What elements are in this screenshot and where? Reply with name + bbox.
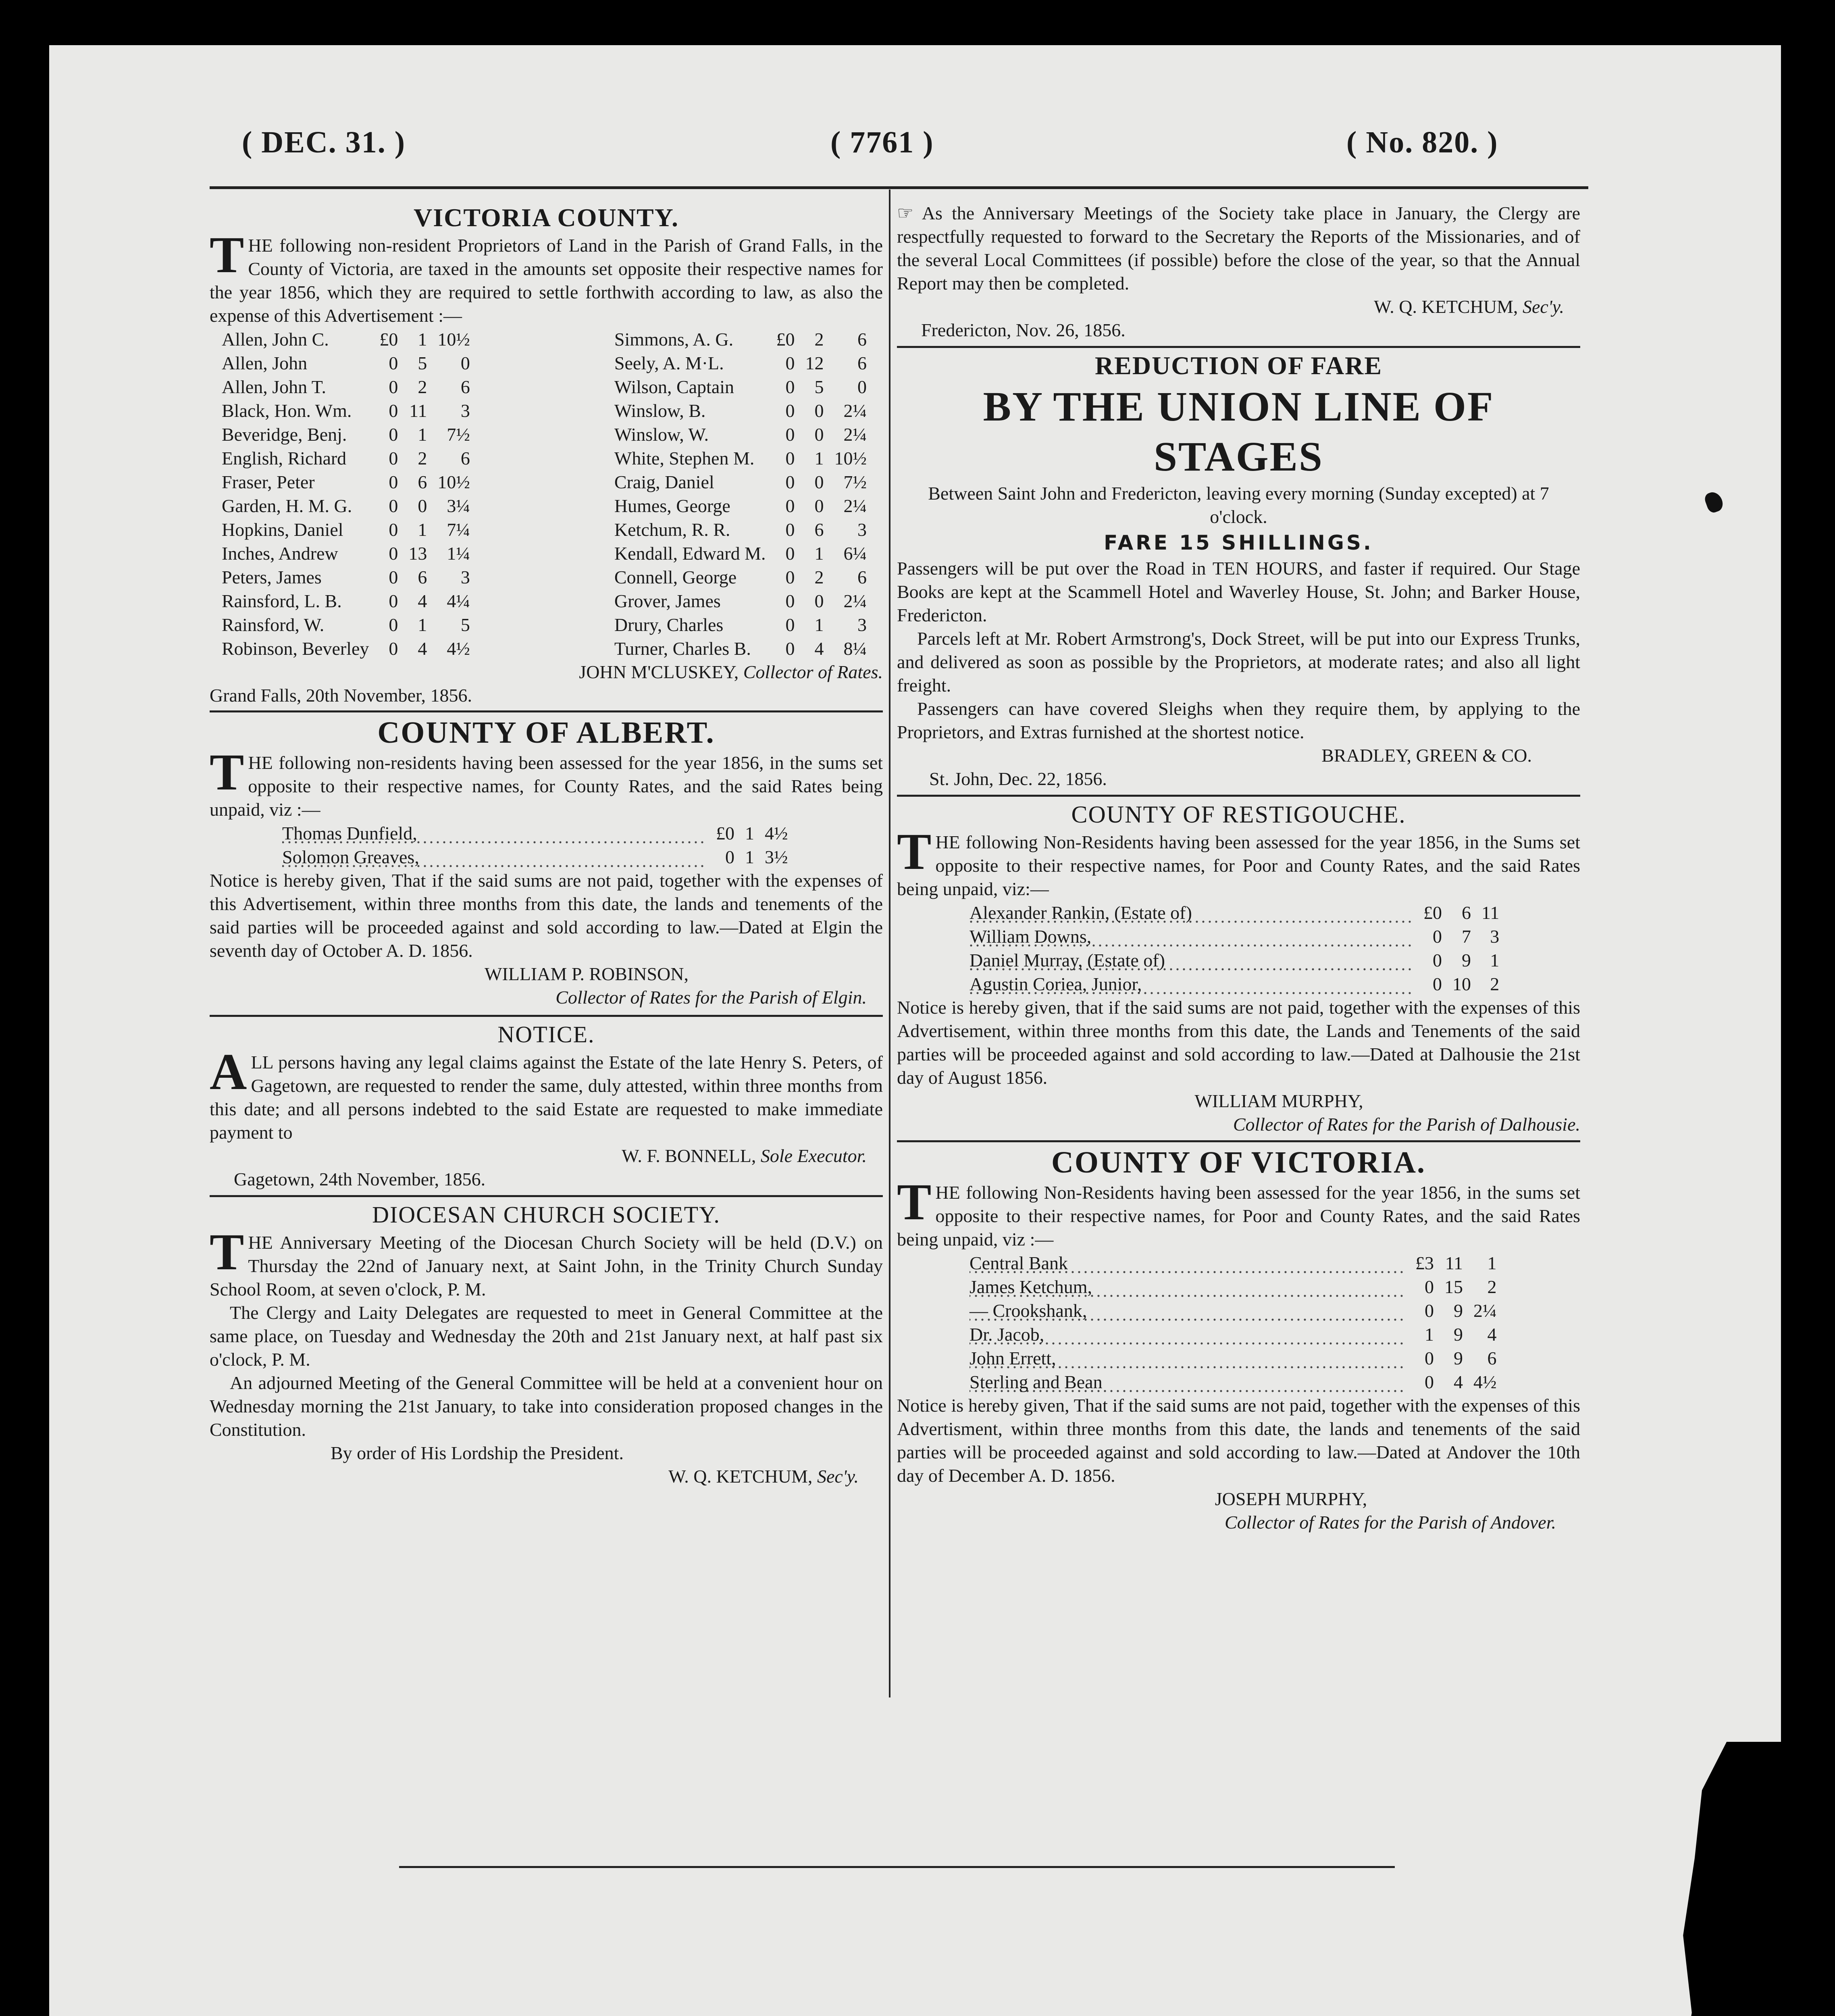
table-row bbox=[614, 518, 867, 541]
amount-cell: 9 bbox=[1454, 1348, 1463, 1368]
amount-cell: 9 bbox=[1454, 1324, 1463, 1345]
payer-name: Black, Hon. Wm. bbox=[222, 400, 352, 421]
victoria-land-dateline: Grand Falls, 20th November, 1856. bbox=[210, 685, 472, 706]
amount-cell: 3 bbox=[857, 614, 867, 635]
table-row bbox=[970, 1251, 1497, 1275]
restigouche-body: THE following Non-Residents having been assessed for the year 1856, in the Sums set opposite to their respective names, for Poor and County Rates, and the said Rates being unpaid, viz:— bbox=[897, 823, 1580, 899]
header-date: ( DEC. 31. ) bbox=[242, 125, 406, 159]
diocesan-order: By order of His Lordship the President. bbox=[331, 1443, 624, 1463]
payer-name: — Crookshank, bbox=[970, 1299, 1405, 1322]
restigouche-signature-title: Collector of Rates for the Parish of Dalhousie. bbox=[1233, 1114, 1580, 1135]
amount-cell: 0 bbox=[460, 353, 470, 373]
payer-name: Solomon Greaves, bbox=[282, 845, 705, 869]
anniversary-body bbox=[897, 202, 1580, 295]
amount-cell: 6 bbox=[418, 567, 427, 587]
table-row bbox=[614, 351, 867, 375]
amount-cell: 0 bbox=[1433, 950, 1442, 971]
amount-cell: 0 bbox=[389, 638, 398, 659]
signature-name: JOHN M'CLUSKEY, bbox=[579, 662, 739, 682]
table-row bbox=[970, 901, 1499, 925]
amount-cell: 6 bbox=[857, 329, 867, 350]
table-row bbox=[970, 972, 1499, 996]
victoria-rates-body: THE following Non-Residents having been assessed for the year 1856, in the sums set opposite to their respective names, for Poor and County Rates, and the said Rates being unpaid, viz :— bbox=[897, 1173, 1580, 1250]
amount-cell: 7½ bbox=[843, 472, 867, 492]
amount-cell: 0 bbox=[814, 424, 824, 445]
table-row bbox=[282, 845, 788, 869]
amount-cell: 0 bbox=[785, 614, 795, 635]
amount-cell: 10½ bbox=[437, 329, 470, 350]
albert-notice: Notice is hereby given, That if the said sums are not paid, together with the expenses of this Advertisement, within three months from this date, the lands and tenements of the said parties will be proceeded against and sold according to law.—Dated at Elgin the seventh day of October A. D. 1856. bbox=[210, 870, 883, 961]
section-rule bbox=[897, 795, 1580, 797]
pointing-hand-icon: ☞ bbox=[897, 203, 914, 223]
section-rule bbox=[897, 1140, 1580, 1142]
amount-cell: 4 bbox=[418, 638, 427, 659]
amount-cell: 6 bbox=[1487, 1348, 1497, 1368]
payer-name: Garden, H. M. G. bbox=[222, 496, 352, 516]
amount-cell: 0 bbox=[1425, 1277, 1434, 1297]
amount-cell: 2 bbox=[418, 448, 427, 469]
table-row bbox=[222, 351, 470, 375]
table-row bbox=[614, 423, 867, 446]
amount-cell: 2¼ bbox=[843, 496, 867, 516]
payer-name: Agustin Coriea, Junior, bbox=[970, 972, 1413, 996]
payer-name: Allen, John C. bbox=[222, 329, 329, 350]
payer-name: Dr. Jacob, bbox=[970, 1322, 1405, 1346]
payer-name: Alexander Rankin, (Estate of) bbox=[970, 901, 1413, 925]
amount-cell: 11 bbox=[1481, 902, 1500, 923]
amount-cell: 1 bbox=[418, 424, 427, 445]
stages-p1: Passengers will be put over the Road in TEN HOURS, and faster if required. Our Stage Books are kept at the Scammell Hotel and Waverley House, St. John; and Barker House, Fredericton. bbox=[897, 558, 1580, 625]
signature-name: W. F. BONNELL, bbox=[622, 1145, 756, 1166]
bottom-rule bbox=[399, 1866, 1395, 1868]
header-issue-number: ( No. 820. ) bbox=[1346, 125, 1498, 159]
amount-cell: 4½ bbox=[1473, 1372, 1497, 1392]
amount-cell: 0 bbox=[1425, 1348, 1434, 1368]
section-rule bbox=[210, 1015, 883, 1017]
amount-cell: 1 bbox=[1487, 1253, 1497, 1273]
amount-cell: 0 bbox=[389, 567, 398, 587]
payer-name: Grover, James bbox=[614, 591, 721, 611]
payer-name: Rainsford, L. B. bbox=[222, 591, 342, 611]
amount-cell: 0 bbox=[785, 424, 795, 445]
amount-cell: 1 bbox=[418, 614, 427, 635]
amount-cell: £0 bbox=[1423, 902, 1442, 923]
table-row bbox=[222, 494, 470, 518]
payer-name: Inches, Andrew bbox=[222, 543, 338, 564]
restigouche-notice: Notice is hereby given, that if the said sums are not paid, together with the expenses of this Advertisement, within three months from this date, the Lands and Tenements of the said parties will be proceeded against and sold according to law.—Dated at Dalhousie the 21st day of August 1856. bbox=[897, 997, 1580, 1088]
diocesan-title: DIOCESAN CHURCH SOCIETY. bbox=[372, 1202, 720, 1228]
table-row bbox=[614, 613, 867, 637]
amount-cell: 1¼ bbox=[447, 543, 470, 564]
amount-cell: 3½ bbox=[765, 847, 788, 867]
signature-name: W. Q. KETCHUM, bbox=[668, 1466, 813, 1487]
amount-cell: 11 bbox=[409, 400, 427, 421]
amount-cell: 2¼ bbox=[1473, 1300, 1497, 1321]
amount-cell: 0 bbox=[785, 472, 795, 492]
victoria-rates-signature-name: JOSEPH MURPHY, bbox=[1215, 1489, 1367, 1509]
restigouche-title: COUNTY OF RESTIGOUCHE. bbox=[1071, 801, 1406, 828]
victoria-rates-list bbox=[970, 1251, 1497, 1394]
amount-cell: 0 bbox=[389, 424, 398, 445]
payer-name: Peters, James bbox=[222, 567, 322, 587]
amount-cell: 0 bbox=[1425, 1300, 1434, 1321]
amount-cell: 8¼ bbox=[843, 638, 867, 659]
payer-name: Winslow, B. bbox=[614, 400, 706, 421]
table-row bbox=[970, 1275, 1497, 1299]
diocesan-p2: The Clergy and Laity Delegates are requested to meet in General Committee at the same place, on Tuesday and Wednesday the 20th and 21st January next, at half past six o'clock, P. M. bbox=[210, 1302, 883, 1370]
header-page-number: ( 7761 ) bbox=[830, 125, 934, 159]
signature-title: Sec'y. bbox=[817, 1466, 859, 1487]
amount-cell: 10 bbox=[1452, 974, 1471, 994]
amount-cell: 0 bbox=[389, 496, 398, 516]
amount-cell: 2 bbox=[1490, 974, 1500, 994]
table-row bbox=[614, 565, 867, 589]
amount-cell: 1 bbox=[1490, 950, 1500, 971]
amount-cell: 9 bbox=[1462, 950, 1471, 971]
table-row bbox=[970, 948, 1499, 972]
signature-title: Sole Executor. bbox=[760, 1145, 867, 1166]
amount-cell: 7¼ bbox=[447, 519, 470, 540]
payer-name: Central Bank bbox=[970, 1251, 1405, 1275]
amount-cell: 0 bbox=[389, 519, 398, 540]
table-row bbox=[614, 399, 867, 423]
payer-name: Wilson, Captain bbox=[614, 377, 734, 397]
amount-cell: 0 bbox=[418, 496, 427, 516]
victoria-land-left-list bbox=[222, 327, 470, 660]
amount-cell: 0 bbox=[785, 496, 795, 516]
amount-cell: 0 bbox=[785, 519, 795, 540]
payer-name: Robinson, Beverley bbox=[222, 638, 369, 659]
amount-cell: 0 bbox=[389, 614, 398, 635]
amount-cell: 6 bbox=[857, 567, 867, 587]
stages-headline: BY THE UNION LINE OF STAGES bbox=[983, 383, 1494, 480]
amount-cell: 0 bbox=[785, 400, 795, 421]
amount-cell: 5 bbox=[814, 377, 824, 397]
payer-name: Kendall, Edward M. bbox=[614, 543, 766, 564]
table-row bbox=[222, 637, 470, 660]
amount-cell: 4½ bbox=[765, 823, 788, 843]
amount-cell: 0 bbox=[1425, 1372, 1434, 1392]
notice-title: NOTICE. bbox=[497, 1021, 595, 1048]
amount-cell: 0 bbox=[785, 638, 795, 659]
payer-name: English, Richard bbox=[222, 448, 347, 469]
notice-dateline: Gagetown, 24th November, 1856. bbox=[234, 1169, 486, 1189]
amount-cell: 3 bbox=[1490, 926, 1500, 947]
table-row bbox=[614, 589, 867, 613]
victoria-land-signature bbox=[210, 660, 883, 684]
payer-name: Thomas Dunfield, bbox=[282, 821, 705, 845]
amount-cell: 0 bbox=[389, 472, 398, 492]
section-rule bbox=[210, 710, 883, 712]
right-column bbox=[897, 202, 1580, 1534]
amount-cell: 0 bbox=[814, 496, 824, 516]
amount-cell: 5 bbox=[418, 353, 427, 373]
anniversary-signature bbox=[897, 295, 1580, 319]
payer-name: James Ketchum, bbox=[970, 1275, 1405, 1299]
amount-cell: 6 bbox=[418, 472, 427, 492]
amount-cell: 0 bbox=[814, 472, 824, 492]
amount-cell: 4½ bbox=[447, 638, 470, 659]
page-header bbox=[177, 125, 1556, 181]
amount-cell: 2¼ bbox=[843, 400, 867, 421]
signature-name: W. Q. KETCHUM, bbox=[1374, 296, 1518, 317]
amount-cell: £0 bbox=[379, 329, 398, 350]
victoria-land-lists bbox=[210, 327, 883, 660]
amount-cell: 0 bbox=[814, 591, 824, 611]
victoria-rates-notice: Notice is hereby given, That if the said sums are not paid, together with the expenses of this Advertisment, within three months from this date, the lands and tenements of the said parties will be proceeded against and sold according to law.—Dated at Andover the 10th day of December A. D. 1856. bbox=[897, 1395, 1580, 1486]
amount-cell: 1 bbox=[418, 519, 427, 540]
payer-name: Winslow, W. bbox=[614, 424, 709, 445]
amount-cell: 5 bbox=[460, 614, 470, 635]
amount-cell: 0 bbox=[785, 448, 795, 469]
table-row bbox=[222, 327, 470, 351]
amount-cell: 11 bbox=[1445, 1253, 1463, 1273]
payer-name: Hopkins, Daniel bbox=[222, 519, 343, 540]
payer-name: Ketchum, R. R. bbox=[614, 519, 730, 540]
table-row bbox=[970, 1322, 1497, 1346]
table-row bbox=[970, 1346, 1497, 1370]
table-row bbox=[222, 565, 470, 589]
signature-title: Sec'y. bbox=[1522, 296, 1564, 317]
amount-cell: 6 bbox=[857, 353, 867, 373]
anniversary-dateline: Fredericton, Nov. 26, 1856. bbox=[921, 320, 1126, 340]
table-row bbox=[970, 925, 1499, 948]
payer-name: Allen, John T. bbox=[222, 377, 326, 397]
amount-cell: 3 bbox=[460, 567, 470, 587]
stages-p2: Parcels left at Mr. Robert Armstrong's, Dock Street, will be put into our Express Trunks, and delivered as soon as possible by the Proprietors, at moderate rates; and also all light freight. bbox=[897, 628, 1580, 696]
amount-cell: 0 bbox=[389, 543, 398, 564]
victoria-land-body: THE following non-resident Proprietors of Land in the Parish of Grand Falls, in the County of Victoria, are taxed in the amounts set opposite their respective names for the year 1856, which they are required to settle forthwith according to law, as also the expense of this Advertisement :— bbox=[210, 226, 883, 326]
payer-name: Fraser, Peter bbox=[222, 472, 315, 492]
amount-cell: 7½ bbox=[447, 424, 470, 445]
amount-cell: 0 bbox=[857, 377, 867, 397]
amount-cell: 3¼ bbox=[447, 496, 470, 516]
amount-cell: 3 bbox=[460, 400, 470, 421]
amount-cell: 0 bbox=[389, 400, 398, 421]
amount-cell: 12 bbox=[805, 353, 824, 373]
payer-name: Turner, Charles B. bbox=[614, 638, 751, 659]
payer-name: Humes, George bbox=[614, 496, 730, 516]
amount-cell: 0 bbox=[725, 847, 734, 867]
amount-cell: 1 bbox=[1425, 1324, 1434, 1345]
amount-cell: 0 bbox=[785, 377, 795, 397]
albert-list bbox=[282, 821, 788, 869]
table-row bbox=[614, 637, 867, 660]
payer-name: Drury, Charles bbox=[614, 614, 724, 635]
amount-cell: 2 bbox=[418, 377, 427, 397]
amount-cell: 0 bbox=[389, 353, 398, 373]
section-rule bbox=[210, 1195, 883, 1197]
table-row bbox=[614, 541, 867, 565]
amount-cell: 6 bbox=[460, 448, 470, 469]
amount-cell: 0 bbox=[785, 353, 795, 373]
amount-cell: 0 bbox=[1433, 974, 1442, 994]
table-row bbox=[222, 446, 470, 470]
payer-name: Craig, Daniel bbox=[614, 472, 714, 492]
victoria-land-right-list bbox=[614, 327, 867, 660]
amount-cell: 0 bbox=[389, 591, 398, 611]
amount-cell: 3 bbox=[857, 519, 867, 540]
table-row bbox=[222, 589, 470, 613]
column-divider bbox=[889, 190, 890, 1697]
amount-cell: 2¼ bbox=[843, 591, 867, 611]
amount-cell: 4 bbox=[1454, 1372, 1463, 1392]
amount-cell: 6 bbox=[814, 519, 824, 540]
diocesan-p3: An adjourned Meeting of the General Committee will be held at a convenient hour on Wednesday morning the 21st January, to take into consideration proposed changes in the Constitution. bbox=[210, 1372, 883, 1440]
restigouche-list bbox=[970, 901, 1499, 996]
diocesan-signature bbox=[210, 1465, 883, 1488]
amount-cell: £0 bbox=[716, 823, 734, 843]
amount-cell: 1 bbox=[418, 329, 427, 350]
amount-cell: 1 bbox=[745, 823, 754, 843]
left-column bbox=[210, 202, 883, 1488]
amount-cell: 0 bbox=[785, 567, 795, 587]
amount-cell: 6 bbox=[1462, 902, 1471, 923]
amount-cell: 10½ bbox=[834, 448, 867, 469]
amount-cell: 15 bbox=[1444, 1277, 1463, 1297]
payer-name: John Errett, bbox=[970, 1346, 1405, 1370]
stages-signature: BRADLEY, GREEN & CO. bbox=[1321, 745, 1532, 766]
stages-title: REDUCTION OF FARE bbox=[1094, 351, 1383, 380]
signature-title: Collector of Rates. bbox=[743, 662, 883, 682]
table-row bbox=[614, 470, 867, 494]
albert-signature-title: Collector of Rates for the Parish of Elgin. bbox=[555, 987, 867, 1008]
table-row bbox=[970, 1370, 1497, 1394]
amount-cell: 1 bbox=[814, 543, 824, 564]
amount-cell: 6 bbox=[460, 377, 470, 397]
stages-p3: Passengers can have covered Sleighs when they require them, by applying to the Proprietors, and Extras furnished at the shortest notice. bbox=[897, 698, 1580, 742]
notice-signature bbox=[210, 1144, 883, 1168]
stages-subtitle: Between Saint John and Fredericton, leaving every morning (Sunday excepted) at 7 o'clock. bbox=[928, 483, 1549, 527]
amount-cell: 9 bbox=[1454, 1300, 1463, 1321]
amount-cell: 1 bbox=[745, 847, 754, 867]
amount-cell: 0 bbox=[389, 377, 398, 397]
payer-name: Simmons, A. G. bbox=[614, 329, 734, 350]
amount-cell: 4 bbox=[418, 591, 427, 611]
amount-cell: 2 bbox=[814, 329, 824, 350]
header-rule bbox=[210, 186, 1588, 189]
amount-cell: 7 bbox=[1462, 926, 1471, 947]
notice-body: ALL persons having any legal claims against the Estate of the late Henry S. Peters, of Gagetown, are requested to render the same, duly attested, within three months from this date; and all persons indebted to the said Estate are requested to make immediate payment to bbox=[210, 1043, 883, 1143]
amount-cell: 0 bbox=[785, 543, 795, 564]
amount-cell: 0 bbox=[389, 448, 398, 469]
table-row bbox=[222, 541, 470, 565]
amount-cell: 13 bbox=[408, 543, 427, 564]
albert-signature-name: WILLIAM P. ROBINSON, bbox=[485, 964, 689, 984]
stages-dateline: St. John, Dec. 22, 1856. bbox=[929, 768, 1107, 789]
amount-cell: 0 bbox=[1433, 926, 1442, 947]
table-row bbox=[222, 399, 470, 423]
payer-name: Connell, George bbox=[614, 567, 737, 587]
victoria-land-title: VICTORIA COUNTY. bbox=[414, 203, 679, 232]
section-rule bbox=[897, 346, 1580, 348]
albert-body: THE following non-residents having been assessed for the year 1856, in the sums set opposite to their respective names, for County Rates, and the said Rates being unpaid, viz :— bbox=[210, 744, 883, 820]
table-row bbox=[222, 518, 470, 541]
payer-name: William Downs, bbox=[970, 925, 1413, 948]
diocesan-p1: THE Anniversary Meeting of the Diocesan Church Society will be held (D.V.) on Thursday the 22nd of January next, at Saint John, in the Trinity Church Sunday School Room, at seven o'clock, P. M. bbox=[210, 1223, 883, 1300]
payer-name: Daniel Murray, (Estate of) bbox=[970, 948, 1413, 972]
amount-cell: 2 bbox=[814, 567, 824, 587]
restigouche-signature-name: WILLIAM MURPHY, bbox=[1194, 1091, 1363, 1111]
amount-cell: 1 bbox=[814, 448, 824, 469]
table-row bbox=[222, 423, 470, 446]
table-row bbox=[222, 470, 470, 494]
victoria-rates-title: COUNTY OF VICTORIA. bbox=[1051, 1145, 1426, 1179]
payer-name: Seely, A. M·L. bbox=[614, 353, 724, 373]
table-row bbox=[222, 613, 470, 637]
payer-name: Beveridge, Benj. bbox=[222, 424, 347, 445]
amount-cell: £3 bbox=[1415, 1253, 1434, 1273]
table-row bbox=[970, 1299, 1497, 1322]
albert-title: COUNTY OF ALBERT. bbox=[377, 716, 715, 750]
payer-name: Rainsford, W. bbox=[222, 614, 325, 635]
payer-name: Allen, John bbox=[222, 353, 308, 373]
amount-cell: 0 bbox=[814, 400, 824, 421]
amount-cell: 4¼ bbox=[447, 591, 470, 611]
amount-cell: 2¼ bbox=[843, 424, 867, 445]
table-row bbox=[614, 446, 867, 470]
table-row bbox=[614, 375, 867, 399]
victoria-rates-signature-title: Collector of Rates for the Parish of Andover. bbox=[1225, 1512, 1556, 1533]
table-row bbox=[222, 375, 470, 399]
amount-cell: £0 bbox=[776, 329, 795, 350]
amount-cell: 1 bbox=[814, 614, 824, 635]
table-row bbox=[614, 327, 867, 351]
amount-cell: 6¼ bbox=[843, 543, 867, 564]
amount-cell: 4 bbox=[1487, 1324, 1497, 1345]
table-row bbox=[614, 494, 867, 518]
amount-cell: 4 bbox=[814, 638, 824, 659]
amount-cell: 10½ bbox=[437, 472, 470, 492]
stages-fare: FARE 15 SHILLINGS. bbox=[1104, 531, 1373, 554]
payer-name: Sterling and Bean bbox=[970, 1370, 1405, 1394]
amount-cell: 2 bbox=[1487, 1277, 1497, 1297]
payer-name: White, Stephen M. bbox=[614, 448, 755, 469]
table-row bbox=[282, 821, 788, 845]
amount-cell: 0 bbox=[785, 591, 795, 611]
anniversary-text: As the Anniversary Meetings of the Society take place in January, the Clergy are respectfully requested to forward to the Secretary the Reports of the Missionaries, and of the several Local Committees (if possible) before the close of the year, so that the Annual Report may then be completed. bbox=[897, 203, 1580, 294]
